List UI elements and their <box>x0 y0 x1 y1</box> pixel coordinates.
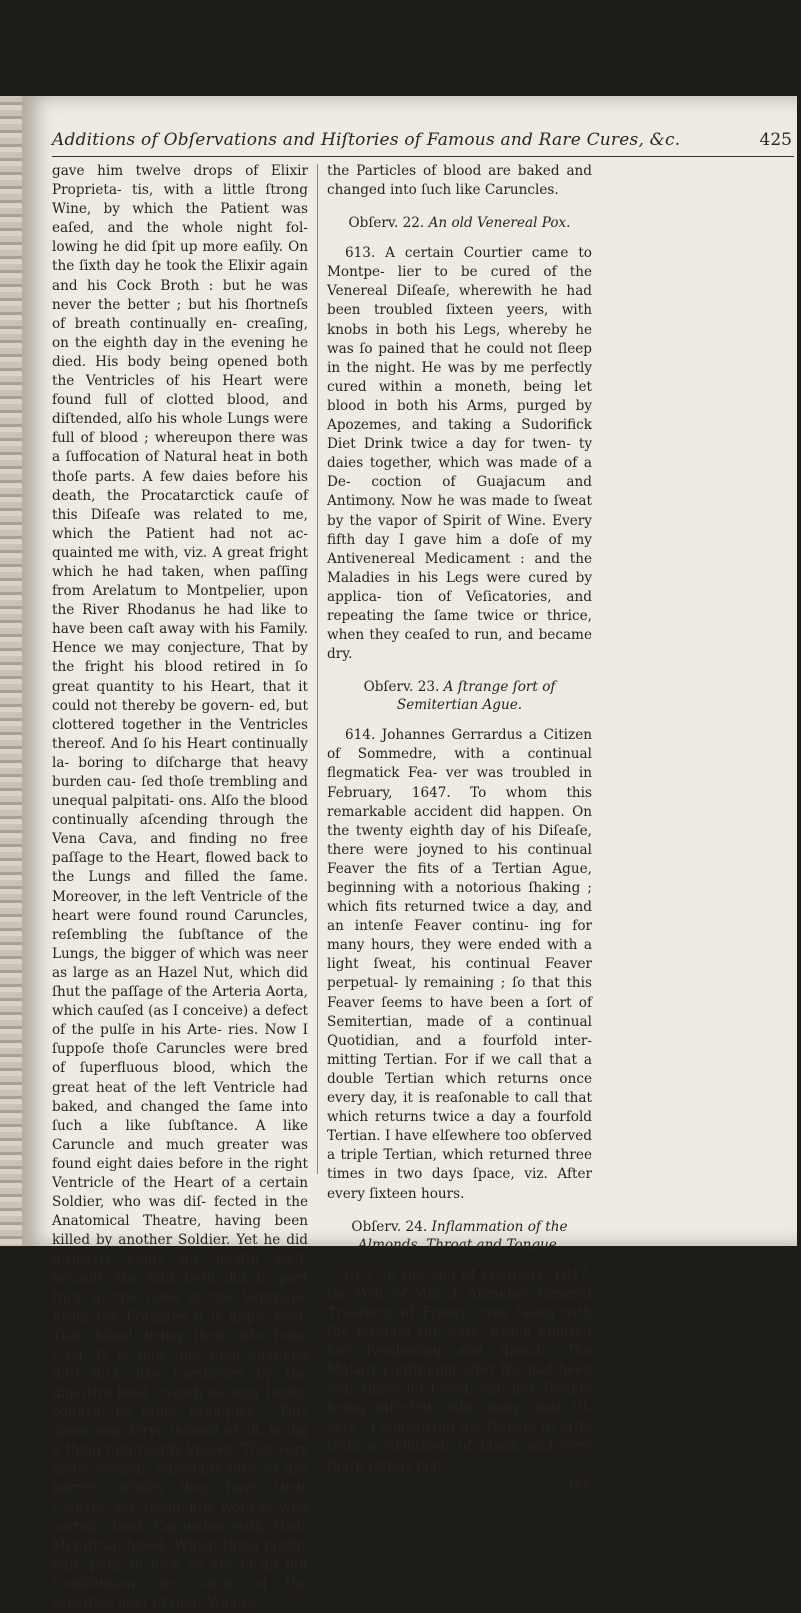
running-title: Additions of Obſervations and Hiſtories of Famous and Rare Cures, &c. <box>52 130 681 150</box>
page-number: 425 <box>759 130 792 150</box>
book-page <box>22 96 797 1612</box>
header-rule <box>52 156 794 157</box>
observation-24-title: Inflammation of the Almonds, Throat and Tongue. <box>357 1218 568 1253</box>
observation-22-text: 613. A certain Courtier came to Montpe- lier to be cured of the Venereal Diſeaſe, wherewith he had been troubled ſixteen yeers, with knobs in both his Legs, whereby he was ſo pained that he could not ſleep in the night. He was by me perfectly cured within a moneth, being let blood in both his Arms, purged by Apozemes, and taking a Sudorifick Diet Drink twice a day for twen- ty daies together, which was made of a De- coction of Guajacum and Antimony. Now he was made to ſweat by the vapor of Spirit of Wine. Every fifth day I gave him a doſe of my Antivenereal Medicament : and the Maladies in his Legs were cured by applica- tion of Veſicatories, and repeating the ſame twice or thrice, when they ceaſed to run, and became dry. <box>327 245 592 663</box>
observation-24-heading <box>327 1218 592 1254</box>
left-column <box>52 162 308 1613</box>
catchword: ter, <box>569 1476 592 1493</box>
observation-22-heading <box>327 214 592 232</box>
observation-23-heading <box>327 678 592 714</box>
observation-22-title: An old Venereal Pox. <box>428 215 571 232</box>
opening-text: the Particles of blood are baked and changed into ſuch like Caruncles. <box>327 163 592 199</box>
observation-23-label: Obſerv. 23. <box>363 679 440 696</box>
observation-22-label: Obſerv. 22. <box>348 215 425 232</box>
observation-24-text: 615. In the end of February, 1647. the Wife of Mſr. d' Anmelas, General Treaſurer of France, was taken with the foreſaid Diſ- eaſe, which hindred her ſwallowing and ſpeech. The Malady continuing after ſhe had been four times let blood, and her Tongue being infected with many ſmal Ul- cers ; I conceiving the Diſeaſe to ariſe from a defluxion of much and very ſharp ſerous mat- <box>327 1266 592 1474</box>
observation-23-title: A ſtrange ſort of Semitertian Ague. <box>396 679 556 714</box>
observation-23-text: 614. Johannes Gerrardus a Citizen of Sommedre, with a continual flegmatick Fea- ver was troubled in February, 1647. To whom this remarkable accident did happen. On the twenty eighth day of his Diſeaſe, there were joyned to his continual Feaver the fits of a Tertian Ague, beginning with a notorious ſhaking ; which fits returned twice a day, and an intenſe Feaver continu- ing for many hours, they were ended with a light ſweat, his continual Feaver perpetual- ly remaining ; ſo that this Feaver ſeems to have been a ſort of Semitertian, made of a continual Quotidian, and a fourfold inter- mitting Tertian. For if we call that a double Tertian which returns once every day, it is reaſonable to call that which returns twice a day a fourfold Tertian. I have elſewhere too obſerved a triple Tertian, which returned three times in two days ſpace, viz. After every ſixteen hours. <box>327 727 592 1202</box>
right-column <box>327 162 592 1495</box>
left-column-text: gave him twelve drops of Elixir Proprieta- tis, with a little ſtrong Wine, by which the Patient was eaſed, and the whole night fol- lowing he did ſpit up more eaſily. On the ſixth day he took the Elixir again and his Cock Broth : but he was never the better ; but his ſhortneſs of breath continually en- creaſing, on the eighth day in the evening he died. His body being opened both the Ventricles of his Heart were found full of clotted blood, and diſtended, alſo his whole Lungs were full of blood ; whereupon there was a ſuffocation of Natural heat in both thoſe parts. A few daies before his death, the Procatarctick cauſe of this Diſeaſe was related to me, which the Patient had not ac- quainted me with, viz. A great fright which he had taken, when paſſing from Arelatum to Montpelier, upon the River Rhodanus he had like to have been caſt away with his Family. Hence we may conjecture, That by the fright his blood retired in ſo great quantity to his Heart, that it could not thereby be govern- ed, but clottered together in the Ventricles thereof. And ſo his Heart continually la- boring to diſcharge that heavy burden cau- ſed thoſe trembling and unequal palpitati- ons. Alſo the blood continually aſcending through the Vena Cava, and finding no free paſſage to the Heart, flowed back to the Lungs and filled the ſame. Moreover, in the left Ventricle of the heart were found round Caruncles, reſembling the ſubſtance of the Lungs, the bigger of which was neer as large as an Hazel Nut, which did ſhut the paſſage of the Arteria Aorta, which cauſed (as I conceive) a defect of the pulſe in his Arte- ries. Now I ſuppoſe thoſe Caruncles were bred of ſuperfluous blood, which the great heat of the left Ventricle had baked, and changed the ſame into ſuch a like ſubſtance. A like Caruncle and much greater was found eight daies before in the right Ventricle of the Heart of a certain Soldier, who was diſ- fected in the Anatomical Theatre, having been killed by another Soldier. Yet he did formerly enjoy his health well, becauſe the ſaid fleſh did in part ſtick to the ſides of the Ventricle. From the Premiſes it is appa- rent, That blood being ſhed into ſome Cavi- ty is now and then changed into ſuch like Caruncles by the digeſtive heat : which we may better confirm by other examples : This alone may ſerve inſtead of all, being a thing notoriouſly known, That very many women, eſpecially ſuch as are barren, whiles they have their Courſes, are frequently wont to void certain ſmal Caruncles with their Menſtrual blood. Which thing moſtly hap- pens in ſuch as are of an hot Conſtitution, be- cauſe of the exceſſive heat of their Wombs, <box>52 163 308 1612</box>
running-header <box>52 130 792 156</box>
observation-24-label: Obſerv. 24. <box>351 1218 428 1235</box>
column-divider <box>317 164 318 1174</box>
